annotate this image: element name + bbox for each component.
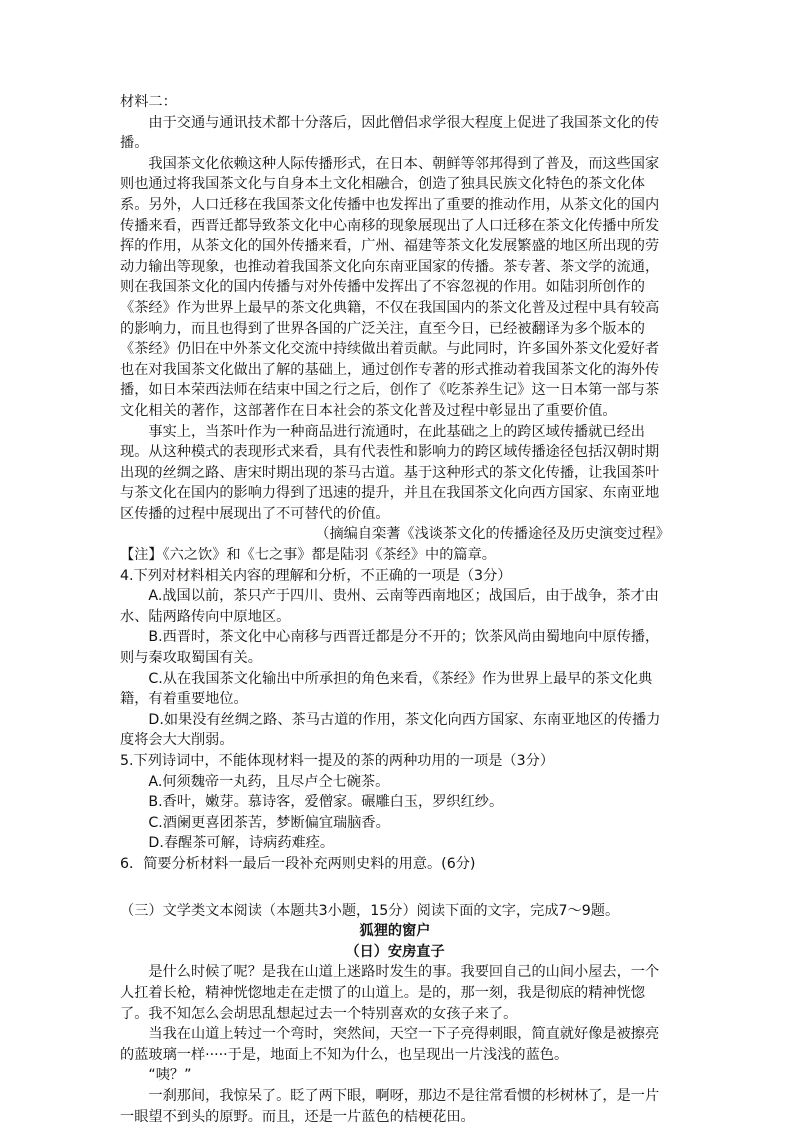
question-5-stem: 5.下列诗词中，不能体现材料一提及的茶的两种功用的一项是（3分） [120, 753, 555, 769]
story-paragraph-3: “咦？” [148, 1067, 192, 1084]
question-4-option-d: D.如果没有丝绸之路、茶马古道的作用，茶文化向西方国家、东南亚地区的传播力度将会大大削弱。 [120, 711, 661, 749]
section-intro: （三）文学类文本阅读（本题共3小题，15分）阅读下面的文字，完成7～9题。 [120, 902, 620, 919]
story-author: （日）安房直子 [345, 943, 445, 960]
page-content [120, 92, 670, 1127]
story-paragraph-1: 是什么时候了呢？是我在山道上迷路时发生的事。我要回自己的山间小屋去，一个人扛着长枪，精神恍惚地走在走惯了的山道上。是的，那一刻，我是彻底的精神恍惚了。我不知怎么会胡思乱想起过去一个特别喜欢的女孩子来了。 [120, 964, 660, 1022]
question-6-stem: 6．简要分析材料一最后一段补充两则史料的用意。(6分) [120, 855, 476, 872]
question-4-option-a: A.战国以前，茶只产于四川、贵州、云南等西南地区；战国后，由于战争，茶才由水、陆两路传向中原地区。 [120, 588, 659, 625]
question-4-option-c: C.从在我国茶文化输出中所承担的角色来看，《茶经》作为世界上最早的茶文化典籍，有着重要地位。 [120, 670, 653, 708]
question-4-stem: 4.下列对材料相关内容的理解和分析，不正确的一项是（3分） [120, 567, 512, 584]
material-note: 【注】《六之饮》和《七之事》都是陆羽《茶经》中的篇章。 [120, 547, 496, 564]
question-5-option-b: B.香叶，嫩芽。慕诗客，爱僧家。碾雕白玉，罗织红纱。 [148, 794, 504, 811]
material-paragraph-1: 由于交通与通讯技术都十分落后，因此僧侣求学很大程度上促进了我国茶文化的传播。 [120, 114, 660, 152]
material-source: （摘编自栾蓍《浅谈茶文化的传播途径及历史演变过程》 [315, 526, 670, 543]
story-paragraph-2: 当我在山道上转过一个弯时，突然间，天空一下子亮得刺眼，简直就好像是被擦亮的蓝玻璃一样·····于是，地面上不知为什么，也呈现出一片浅浅的蓝色。 [120, 1026, 660, 1063]
question-5-option-c: C.酒阑更喜团茶苦，梦断偏宜瑞脑香。 [148, 814, 390, 831]
story-paragraph-4: 一刹那间，我惊呆了。眨了两下眼，啊呀，那边不是往常看惯的杉树林了，是一片一眼望不到头的原野。而且，还是一片蓝色的桔梗花田。 [120, 1087, 660, 1125]
section-spacer [120, 875, 670, 901]
question-5-option-a: A.何须魏帝一丸药，且尽卢仝七碗茶。 [148, 773, 390, 790]
material-paragraph-3: 事实上，当茶叶作为一种商品进行流通时，在此基础之上的跨区域传播就已经出现。从这种模式的表现形式来看，具有代表性和影响力的跨区域传播途径包括汉朝时期出现的丝绸之路、唐宋时期出现的茶马古道。基于这种形式的茶文化传播，让我国茶叶与茶文化在国内的影响力得到了迅速的提升，并且在我国茶文化向西方国家、东南亚地区传播的过程中展现出了不可替代的价值。 [120, 423, 660, 522]
story-title: 狐狸的窗户 [359, 923, 431, 940]
question-5-option-d: D.春醒茶可解，诗病药难痊。 [148, 835, 335, 852]
question-4-option-b: B.西晋时，茶文化中心南移与西晋迁都是分不开的；饮茶风尚由蜀地向中原传播，则与秦攻取蜀国有关。 [120, 629, 660, 667]
material-heading: 材料二： [120, 94, 177, 110]
material-paragraph-2: 我国茶文化依赖这种人际传播形式，在日本、朝鲜等邻邦得到了普及，而这些国家则也通过将我国茶文化与自身本土文化相融合，创造了独具民族文化特色的茶文化体系。另外，人口迁移在我国茶文化传播中也发挥出了重要的推动作用，从茶文化的国内传播来看，西晋迁都导致茶文化中心南移的现象展现出了人口迁移在茶文化传播中所发挥的作用，从茶文化的国外传播来看，广州、福建等茶文化发展繁盛的地区所出现的劳动力输出等现象，也推动着我国茶文化向东南亚国家的传播。茶专著、茶文学的流通，则在我国茶文化的国内传播与对外传播中发挥出了不容忽视的作用。如陆羽所创作的《茶经》作为世界上最早的茶文化典籍，不仅在我国国内的茶文化普及过程中具有较高的影响力，而且也得到了世界各国的广泛关注，直至今日，已经被翻译为多个版本的《茶经》仍旧在中外茶文化交流中持续做出着贡献。与此同时，许多国外茶文化爱好者也在对我国茶文化做出了解的基础上，通过创作专著的形式推动着我国茶文化的海外传播，如日本荣西法师在结束中国之行之后，创作了《吃茶养生记》这一日本第一部与茶文化相关的著作，这部著作在日本社会的茶文化普及过程中彰显出了重要价值。 [120, 155, 660, 419]
